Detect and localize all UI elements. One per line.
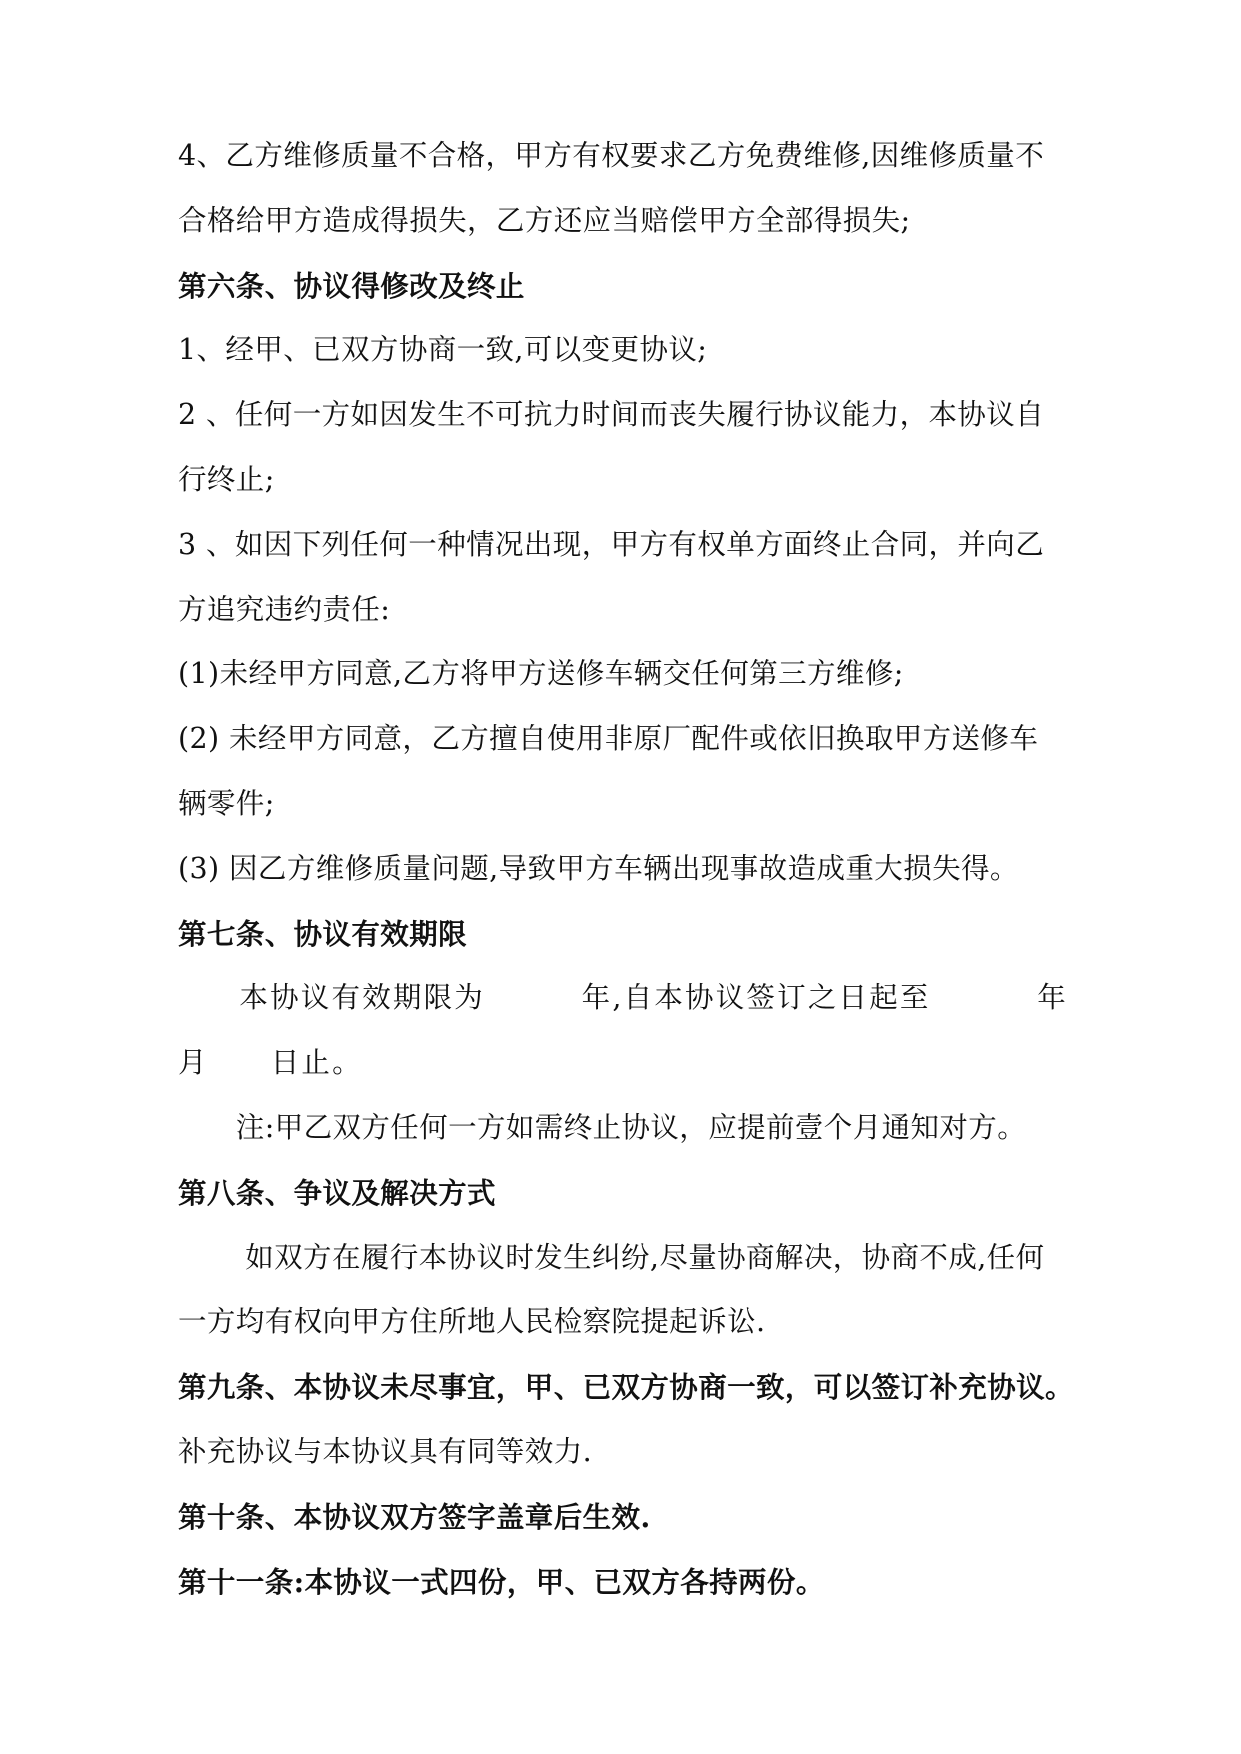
term-text-a: 本协议有效期限为: [178, 981, 486, 1015]
term-line-1: [178, 966, 1068, 1031]
clause-8-line-2: 一方均有权向甲方住所地人民检察院提起诉讼.: [178, 1305, 766, 1339]
heading-article-10: 第十条、本协议双方签字盖章后生效.: [178, 1499, 651, 1534]
term-text-b: 年,自本协议签订之日起至: [581, 981, 931, 1015]
clause-6-sub-1: (1)未经甲方同意,乙方将甲方送修车辆交任何第三方维修;: [178, 657, 904, 691]
heading-article-6: 第六条、协议得修改及终止: [178, 268, 525, 303]
term-text-d: 月: [178, 1046, 209, 1080]
note-line: 注:甲乙双方任何一方如需终止协议，应提前壹个月通知对方。: [178, 1110, 1027, 1144]
heading-article-11: 第十一条:本协议一式四份，甲、已双方各持两份。: [178, 1564, 825, 1599]
clause-5-item-4-line-2: 合格给甲方造成得损失，乙方还应当赔偿甲方全部得损失;: [178, 203, 911, 237]
heading-article-9: 第九条、本协议未尽事宜，甲、已双方协商一致，可以签订补充协议。: [178, 1370, 1074, 1405]
clause-5-item-4-line-1: 4、乙方维修质量不合格，甲方有权要求乙方免费维修,因维修质量不: [178, 139, 1045, 172]
clause-6-item-3-line-2: 方追究违约责任:: [178, 592, 391, 626]
clause-6-item-3-line-1: 3 、如因下列任何一种情况出现，甲方有权单方面终止合同，并向乙: [178, 527, 1045, 561]
term-text-c: 年: [1037, 981, 1068, 1015]
clause-6-item-2-line-2: 行终止;: [178, 462, 275, 496]
clause-6-item-2-line-1: 2 、任何一方如因发生不可抗力时间而丧失履行协议能力，本协议自: [178, 398, 1045, 432]
heading-article-7: 第七条、协议有效期限: [178, 916, 468, 951]
clause-6-sub-3: (3) 因乙方维修质量问题,导致甲方车辆出现事故造成重大损失得。: [178, 851, 1019, 885]
clause-6-sub-2-line-2: 辆零件;: [178, 786, 275, 820]
clause-8-line-1: 如双方在履行本协议时发生纠纷,尽量协商解决，协商不成,任何: [178, 1240, 1045, 1274]
term-text-e: 日止。: [270, 1046, 363, 1080]
term-line-2: [178, 1031, 1068, 1096]
clause-6-item-1: 1、经甲、已双方协商一致,可以变更协议;: [178, 333, 708, 367]
document-page: [178, 124, 1074, 1614]
heading-article-8: 第八条、争议及解决方式: [178, 1175, 496, 1210]
clause-6-sub-2-line-1: (2) 未经甲方同意，乙方擅自使用非原厂配件或依旧换取甲方送修车: [178, 722, 1039, 756]
clause-9-line-2: 补充协议与本协议具有同等效力.: [178, 1434, 593, 1468]
